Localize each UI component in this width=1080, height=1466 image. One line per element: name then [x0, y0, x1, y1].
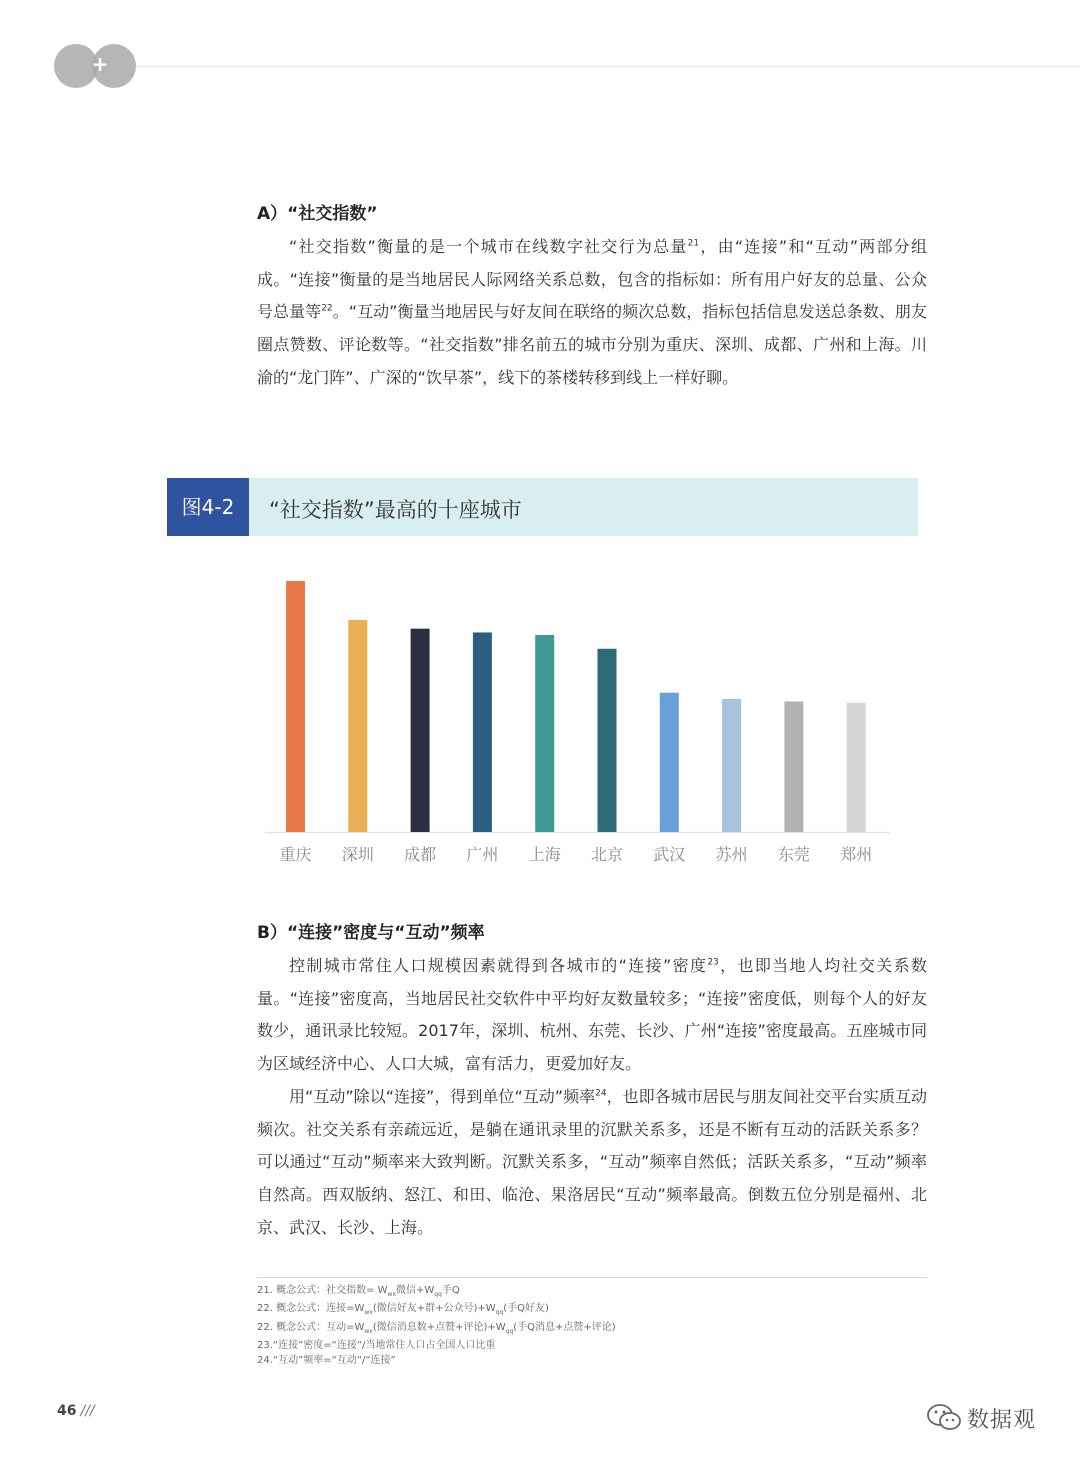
bar-1 — [286, 581, 305, 832]
page-number-value: 46 — [57, 1403, 77, 1419]
text-run: (微信消息数+点赞+评论)+W — [372, 1321, 506, 1333]
text-run: “社交指数”衡量的是一个城市在线数字社交行为总量 — [289, 237, 688, 256]
footnote — [257, 1302, 927, 1320]
bar-chart — [255, 570, 895, 870]
text-run: (微信好友+群+公众号)+W — [372, 1303, 496, 1315]
text-run: 21. 概念公式：社交指数= W — [257, 1285, 388, 1296]
watermark-text: 数据观 — [967, 1407, 1037, 1433]
wechat-icon — [925, 1402, 963, 1434]
text-run: ，也即各城市居民与朋友间社交平台实质互动频次。社交关系有亲疏远近，是躺在通讯录里的沉默关系多，还是不断有互动的活跃关系多？可以通过“互动”频率来大致判断。沉默关系多，“互动”频率自然低；活跃关系多，“互动”频率自然高。西双版纳、怒江、和田、临沧、果洛居民“互动”频率最高。倒数五位分别是福州、北京、武汉、长沙、上海。 — [257, 1086, 927, 1237]
footnote-ref: 24 — [595, 1088, 607, 1099]
text-run: ，由“连接”和“互动”两部分组成。“连接”衡量的是当地居民人际网络关系总数，包含的指标如：所有用户好友的总量、公众号总量等 — [257, 237, 927, 322]
footnote-ref: 23 — [707, 957, 719, 968]
bar-7 — [660, 693, 679, 832]
text-run: 控制城市常住人口规模因素就得到各城市的“连接”密度 — [289, 956, 708, 975]
footnote — [257, 1339, 927, 1353]
bar-8 — [722, 699, 741, 832]
section-a-body — [257, 231, 927, 395]
text-run: 。“互动”衡量当地居民与好友间在联络的频次总数，指标包括信息发送总条数、朋友圈点赞数、评论数等。“社交指数”排名前五的城市分别为重庆、深圳、成都、广州和上海。川渝的“龙门阵”、广深的“饮早茶”，线下的茶楼转移到线上一样好聊。 — [257, 302, 927, 387]
footnote — [257, 1321, 927, 1339]
bar-6 — [598, 649, 617, 832]
plus-icon: + — [91, 52, 109, 76]
x-tick-label: 武汉 — [653, 845, 686, 864]
footnotes — [257, 1277, 927, 1368]
page-number — [57, 1403, 95, 1419]
bar-3 — [411, 629, 430, 832]
x-tick-label: 东莞 — [777, 845, 810, 864]
subscript: wx — [387, 1291, 396, 1298]
text-run: 24.“互动”频率=“互动”/“连接” — [257, 1354, 396, 1366]
header-rule — [130, 66, 1080, 67]
x-tick-label: 苏州 — [715, 845, 748, 864]
text-run: 手Q — [441, 1285, 460, 1296]
x-tick-label: 深圳 — [341, 845, 374, 864]
text-run: (手Q好友) — [503, 1303, 549, 1315]
x-tick-label: 重庆 — [279, 845, 312, 864]
bar-5 — [535, 635, 554, 832]
x-tick-label: 北京 — [590, 845, 624, 864]
watermark — [925, 1398, 1036, 1438]
x-tick-label: 成都 — [404, 845, 437, 864]
paragraph — [257, 1081, 927, 1245]
page-number-slashes: /// — [80, 1403, 95, 1419]
subscript: wx — [364, 1327, 373, 1335]
section-b — [257, 920, 927, 1244]
x-tick-label: 郑州 — [840, 845, 873, 864]
plus-circles-logo — [54, 44, 136, 88]
paragraph — [257, 950, 927, 1081]
bar-9 — [784, 701, 803, 832]
text-run: 23.“连接”密度=“连接”/当地常住人口占全国人口比重 — [257, 1340, 496, 1352]
section-b-heading: B）“连接”密度与“互动”频率 — [257, 923, 485, 943]
bar-4 — [473, 632, 492, 832]
paragraph — [257, 231, 927, 395]
subscript: wx — [364, 1309, 373, 1317]
text-run: 22. 概念公式：连接=W — [257, 1303, 365, 1315]
bar-10 — [847, 703, 866, 832]
text-run: 22. 概念公式：互动=W — [257, 1321, 365, 1333]
text-run: (手Q消息+点赞+评论) — [513, 1321, 616, 1333]
footnote-ref: 21 — [687, 238, 700, 249]
text-run: 微信+W — [396, 1285, 435, 1296]
x-tick-label: 广州 — [466, 845, 499, 864]
subscript: qq — [495, 1309, 504, 1317]
figure-banner — [167, 478, 918, 536]
bar-2 — [348, 620, 367, 832]
text-run: ，也即当地人均社交关系数量。“连接”密度高，当地居民社交软件中平均好友数量较多；“连接”密度低，则每个人的好友数少，通讯录比较短。2017年，深圳、杭州、东莞、长沙、广州“连接”密度最高。五座城市同为区域经济中心、人口大城，富有活力，更爱加好友。 — [257, 956, 927, 1074]
section-a — [257, 201, 927, 395]
subscript: qq — [505, 1327, 514, 1335]
section-b-body — [257, 950, 927, 1244]
text-run: 用“互动”除以“连接”，得到单位“互动”频率 — [289, 1086, 596, 1106]
figure-title: “社交指数”最高的十座城市 — [269, 498, 522, 522]
subscript: qq — [434, 1291, 442, 1298]
footnote — [257, 1284, 927, 1302]
x-tick-label: 上海 — [528, 845, 561, 864]
section-a-heading: A）“社交指数” — [257, 204, 378, 224]
footnote — [257, 1354, 927, 1368]
footnote-ref: 22 — [321, 304, 333, 315]
figure-number: 图4-2 — [167, 478, 249, 536]
